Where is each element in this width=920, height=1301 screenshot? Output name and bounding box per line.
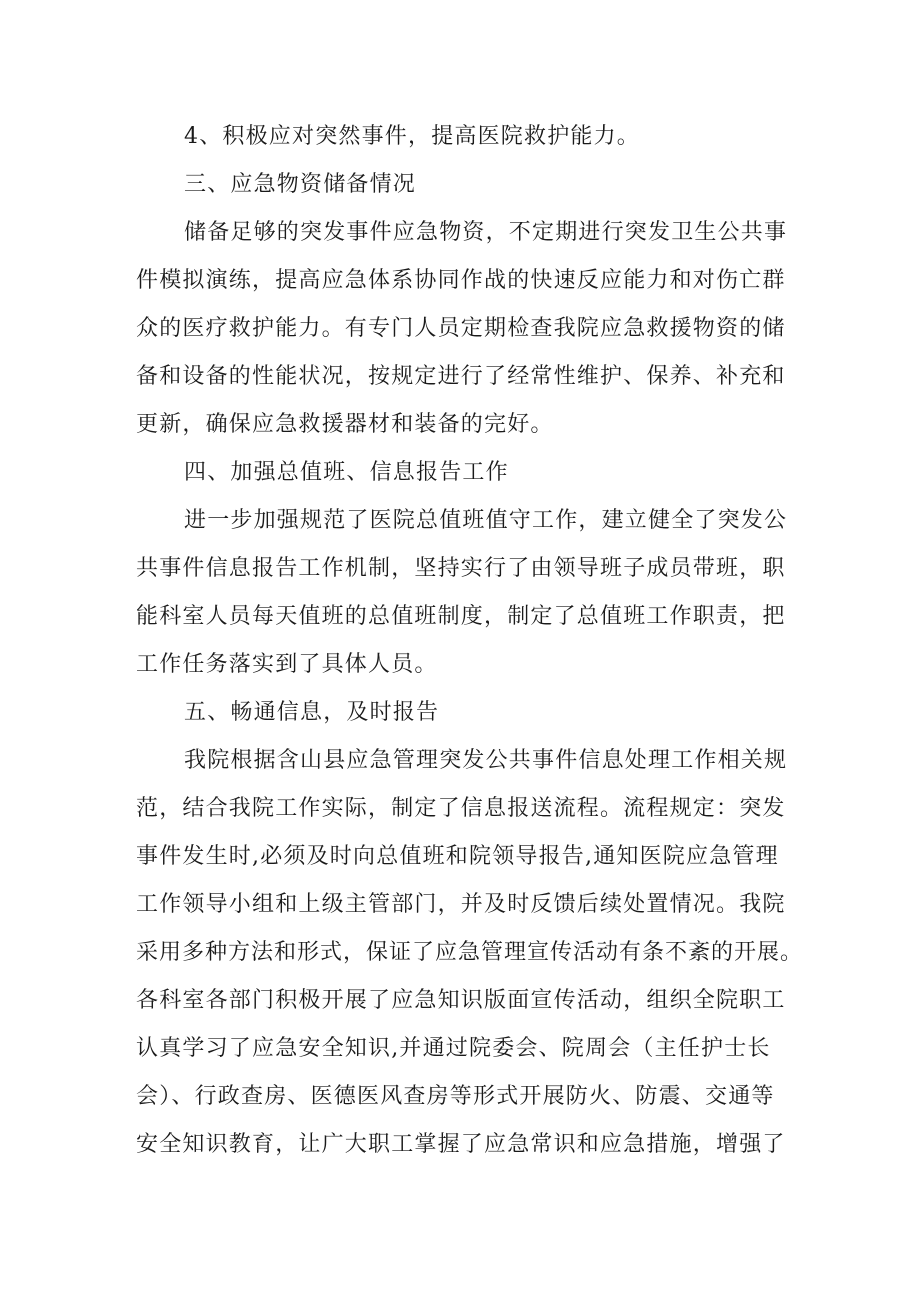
paragraph-line: 安全知识教育，让广大职工掌握了应急常识和应急措施，增强了 — [136, 1132, 786, 1157]
paragraph-line: 工作任务落实到了具体人员。 — [136, 652, 438, 677]
paragraph-line: 会）、行政查房、医德医风查房等形式开展防火、防震、交通等 — [136, 1084, 775, 1109]
paragraph-line: 我院根据含山县应急管理突发公共事件信息处理工作相关规 — [184, 748, 788, 773]
list-item-4: 4、积极应对突然事件，提高医院救护能力。 — [184, 124, 640, 149]
paragraph-line: 件模拟演练，提高应急体系协同作战的快速反应能力和对伤亡群 — [136, 268, 786, 293]
paragraph-line: 储备足够的突发事件应急物资，不定期进行突发卫生公共事 — [184, 220, 788, 245]
paragraph-line: 采用多种方法和形式，保证了应急管理宣传活动有条不紊的开展。 — [136, 940, 804, 965]
section-heading-5: 五、畅通信息，及时报告 — [184, 700, 440, 725]
paragraph-line: 事件发生时,必须及时向总值班和院领导报告,通知医院应急管理 — [136, 844, 779, 869]
section-heading-4: 四、加强总值班、信息报告工作 — [184, 460, 509, 485]
paragraph-line: 共事件信息报告工作机制，坚持实行了由领导班子成员带班，职 — [136, 556, 786, 581]
paragraph-line: 各科室各部门积极开展了应急知识版面宣传活动，组织全院职工 — [136, 988, 786, 1013]
paragraph-line: 能科室人员每天值班的总值班制度，制定了总值班工作职责，把 — [136, 604, 786, 629]
section-heading-3: 三、应急物资储备情况 — [184, 172, 417, 197]
paragraph-line: 工作领导小组和上级主管部门，并及时反馈后续处置情况。我院 — [136, 892, 786, 917]
paragraph-line: 备和设备的性能状况，按规定进行了经常性维护、保养、补充和 — [136, 364, 786, 389]
paragraph-line: 众的医疗救护能力。有专门人员定期检查我院应急救援物资的储 — [136, 316, 786, 341]
paragraph-line: 认真学习了应急安全知识,并通过院委会、院周会（主任护士长 — [136, 1036, 771, 1061]
paragraph-line: 更新，确保应急救援器材和装备的完好。 — [136, 412, 554, 437]
paragraph-line: 进一步加强规范了医院总值班值守工作，建立健全了突发公 — [184, 508, 788, 533]
paragraph-line: 范，结合我院工作实际，制定了信息报送流程。流程规定：突发 — [136, 796, 786, 821]
